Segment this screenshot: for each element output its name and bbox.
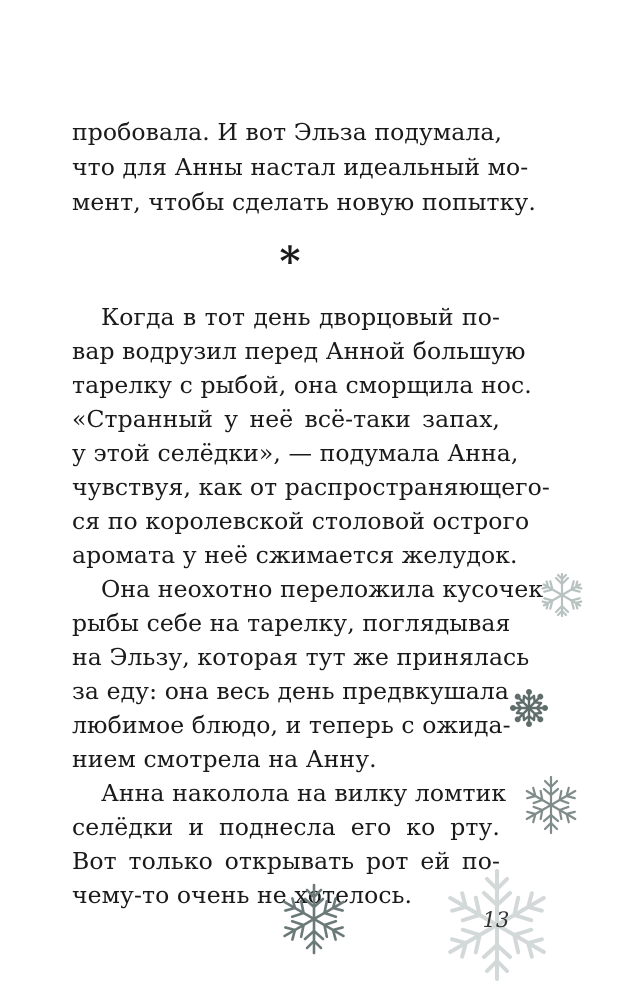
text-line: у этой селёдки», — подумала Анна,: [72, 439, 519, 467]
text-line: Вот только открывать рот ей по-: [72, 847, 500, 875]
text-line: пробовала. И вот Эльза подумала,: [72, 118, 503, 146]
text-line: селёдки и поднесла его ко рту.: [72, 813, 500, 841]
text-line: чему-то очень не хотелось.: [72, 881, 413, 909]
text-line: мент, чтобы сделать новую попытку.: [72, 188, 536, 216]
text-line: на Эльзу, которая тут же принялась: [72, 643, 530, 671]
text-line: ся по королевской столовой острого: [72, 507, 530, 535]
text-line: любимое блюдо, и теперь с ожида-: [72, 711, 511, 739]
text-line: тарелку с рыбой, она сморщила нос.: [72, 371, 532, 399]
text-line: чувствуя, как от распространяющего-: [72, 473, 550, 501]
text-line: Анна наколола на вилку ломтик: [101, 779, 507, 807]
text-line: вар водрузил перед Анной большую: [72, 337, 526, 365]
text-line: Когда в тот день дворцовый по-: [101, 303, 500, 331]
snowflake-icon: [519, 773, 583, 837]
snowflake-icon: [509, 688, 549, 728]
snowflake-icon: [537, 570, 587, 620]
snowflake-icon: [275, 880, 353, 958]
text-line: «Странный у неё всё-таки запах,: [72, 405, 500, 433]
page-number: 13: [482, 908, 510, 932]
text-line: что для Анны настал идеальный мо-: [72, 153, 529, 181]
text-line: аромата у неё сжимается желудок.: [72, 541, 518, 569]
text-line: рыбы себе на тарелку, поглядывая: [72, 609, 511, 637]
text-line: за еду: она весь день предвкушала: [72, 677, 509, 705]
text-line: Она неохотно переложила кусочек: [101, 575, 544, 603]
section-break: *: [279, 238, 301, 285]
text-line: нием смотрела на Анну.: [72, 745, 377, 773]
